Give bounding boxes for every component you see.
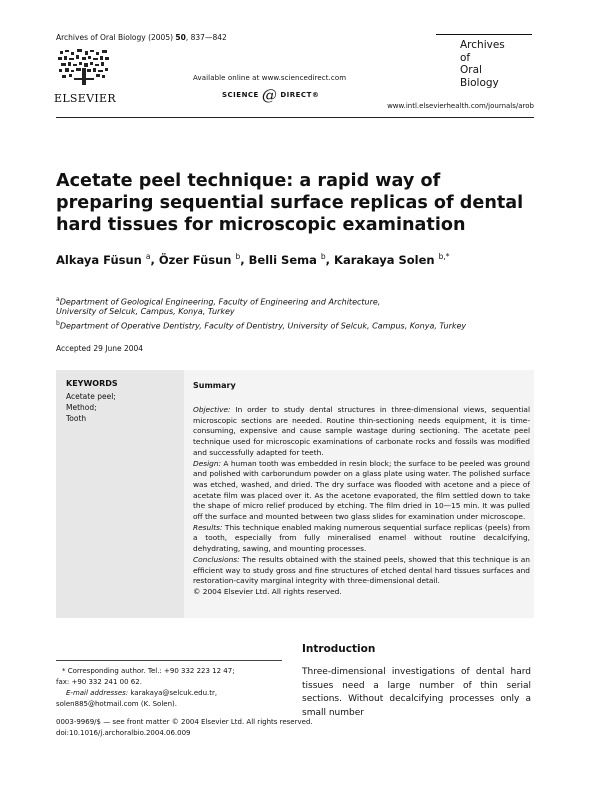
author-affiliation-mark: b — [235, 252, 241, 261]
author-affiliation-mark: b,* — [438, 252, 450, 261]
author-name: Alkaya Füsun — [56, 252, 142, 267]
affiliation-b: $^b$Department of Operative Dentistry, Faculty of Dentistry, University of Selcuk, Campus, Konya, Turkey — [56, 320, 467, 331]
author-affiliation-mark: a — [145, 252, 151, 261]
email-link-2[interactable]: solen885@hotmail.com (K. Solen). — [56, 700, 177, 708]
author-affiliation-mark: b — [320, 252, 326, 261]
author-list: Alkaya Füsun $^a$, Özer Füsun $^b$, Belli Sema $^b$, Karakaya Solen $^{b,*}$ — [56, 252, 450, 267]
header-rule — [56, 117, 534, 118]
keyword-item: Acetate peel; — [66, 392, 116, 401]
sciencedirect-right: DIRECT® — [280, 91, 320, 99]
abstract-conclusions: Conclusions: The results obtained with the stained peels, showed that this technique is an efficient way to study gross and fine structures of etched dental hard tissues surfaces and restoration-cavity marginal integrity with three-dimensional detail. — [193, 554, 530, 586]
corresponding-author-footnote: * Corresponding author. Tel.: +90 332 223 12 47; fax: +90 332 241 00 62. E-mail addresses: karakaya@selcuk.edu.tr, solen885@hotmail.com (K. Solen). — [56, 666, 286, 710]
affiliation-a-continued: University of Selcuk, Campus, Konya, Turkey — [56, 307, 235, 316]
sciencedirect-at-icon: @ — [261, 86, 278, 104]
publisher-name: ELSEVIER — [54, 92, 116, 105]
journal-name-line: Oral — [460, 64, 482, 76]
abstract-copyright: © 2004 Elsevier Ltd. All rights reserved. — [193, 586, 342, 596]
journal-name-line: of — [460, 51, 471, 64]
article-title: Acetate peel technique: a rapid way of preparing sequential surface replicas of dental hard tissues for microscopic examination — [56, 171, 524, 235]
journal-name-box — [460, 39, 505, 89]
introduction-paragraph: Three-dimensional investigations of dental hard tissues need a large number of thin serial sections. Without decalcifying processes only a small number — [302, 667, 531, 718]
keywords-title: KEYWORDS — [66, 379, 118, 388]
footnote-rule — [56, 660, 282, 661]
available-online-text: Available online at www.sciencedirect.com — [193, 74, 347, 82]
abstract-results: Results: This technique enabled making numerous sequential surface replicas (peels) from a tooth, especially from fully mineralised enamel without routine decalcifying, dehydrating, sawing, and mounting processes. — [193, 522, 530, 554]
abstract-objective: Objective: In order to study dental structures in three-dimensional views, sequential microscopic sections are needed. Routine thin-sectioning needs equipment, it is time-consuming, expensive and cause sample wastage during sectioning. The acetate peel technique used for microscopic examinations of carbonate rocks and fossils was modified and successfully adapted for teeth. — [193, 405, 530, 457]
summary-heading: Summary — [193, 381, 236, 390]
sciencedirect-logo — [222, 86, 319, 104]
affiliation-a: $^a$Department of Geological Engineering, Faculty of Engineering and Architecture, — [56, 296, 381, 307]
email-link[interactable]: karakaya@selcuk.edu.tr, — [128, 689, 218, 697]
journal-reference: Archives of Oral Biology (2005) 50, 837—842 — [56, 33, 227, 42]
front-matter-info: 0003-9969/$ — see front matter © 2004 Elsevier Ltd. All rights reserved. doi:10.1016/j.archoralbio.2004.06.009 — [56, 718, 313, 737]
accepted-date: Accepted 29 June 2004 — [56, 344, 144, 353]
keyword-item: Method; — [66, 403, 97, 412]
doi-link[interactable]: doi:10.1016/j.archoralbio.2004.06.009 — [56, 729, 191, 737]
author-name: Belli Sema — [248, 252, 317, 267]
introduction-heading: Introduction — [302, 643, 376, 655]
journal-name-line: Biology — [460, 76, 499, 89]
abstract-design: Design: A human tooth was embedded in resin block; the surface to be peeled was ground and polished with carborundum powder on a glass plate using water. The polished surface was etched, washed, and dried. The dry surface was flooded with acetone and a piece of acetate film was placed over it. As the acetone evaporated, the film settled down to take the shape of micro relief produced by etching. The film dried in 10—15 min. It was pulled off the surface and mounted between two glass slides for examination under microscope. — [193, 458, 530, 522]
author-name: Özer Füsun — [158, 252, 232, 267]
sciencedirect-left: SCIENCE — [222, 91, 259, 99]
journal-name-line: Archives — [460, 39, 505, 51]
author-name: Karakaya Solen — [334, 252, 435, 267]
elsevier-tree-logo — [56, 48, 112, 86]
journal-url-link[interactable]: www.intl.elsevierhealth.com/journals/arob — [387, 102, 534, 110]
journal-box-rule — [436, 34, 532, 35]
abstract-text — [193, 405, 530, 598]
keyword-item: Tooth — [66, 414, 87, 423]
